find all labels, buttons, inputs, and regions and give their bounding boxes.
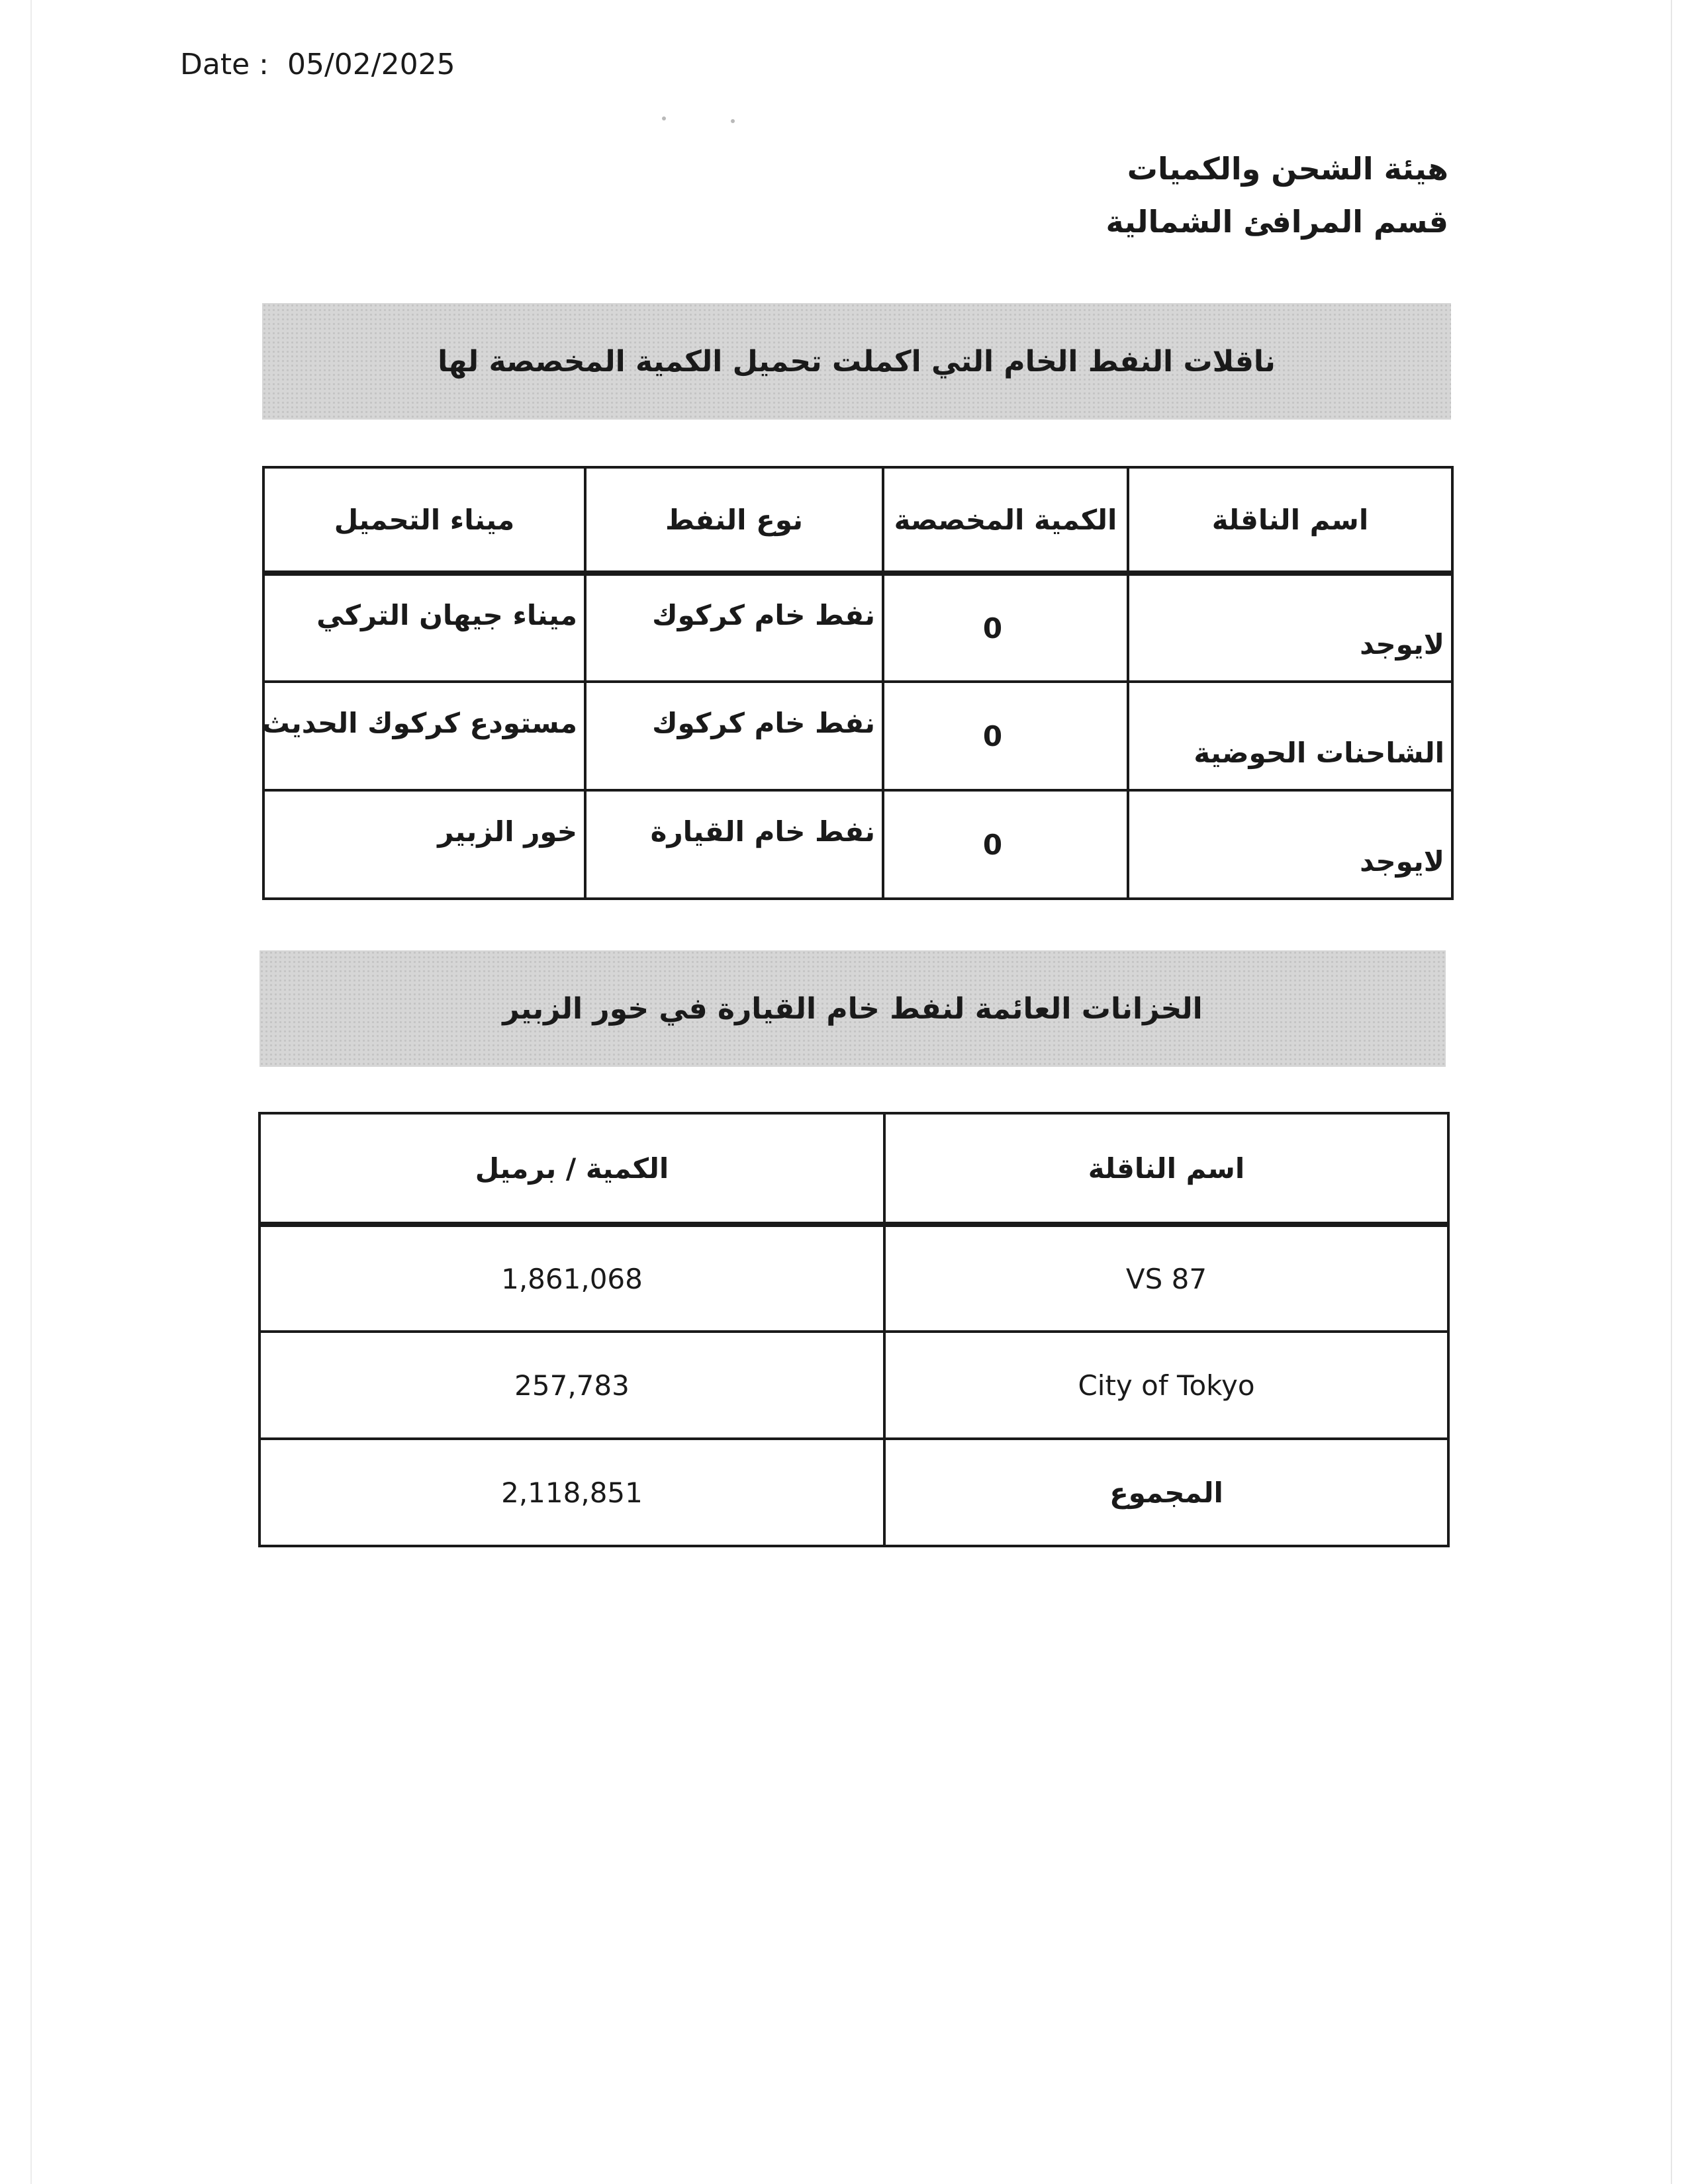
cell-vessel-name: الشاحنات الحوضية xyxy=(1128,682,1452,790)
section1-title-text: ناقلات النفط الخام التي اكملت تحميل الكمية المخصصة لها xyxy=(438,344,1276,379)
date-label: Date : xyxy=(180,48,269,81)
document-date xyxy=(180,48,455,81)
cell-allocated-quantity: 0 xyxy=(883,573,1128,682)
header-loading-port: ميناء التحميل xyxy=(263,467,585,573)
table-header-row xyxy=(259,1113,1448,1224)
header-allocated-quantity: الكمية المخصصة xyxy=(883,467,1128,573)
cell-loading-port: مستودع كركوك الحديث xyxy=(263,682,585,790)
floating-storage-table xyxy=(258,1112,1450,1547)
cell-loading-port: خور الزبير xyxy=(263,790,585,899)
table-row xyxy=(259,1224,1448,1332)
completed-tankers-table xyxy=(262,466,1454,900)
department-name: قسم المرافئ الشمالية xyxy=(1105,204,1448,240)
cell-oil-type: نفط خام كركوك xyxy=(585,573,883,682)
table-row xyxy=(263,573,1452,682)
total-row xyxy=(259,1439,1448,1546)
cell-vessel-name: VS 87 xyxy=(884,1224,1448,1332)
section1-title xyxy=(262,303,1451,420)
organization-name: هيئة الشحن والكميات xyxy=(1127,151,1448,187)
header-oil-type: نوع النفط xyxy=(585,467,883,573)
cell-total-quantity: 2,118,851 xyxy=(259,1439,884,1546)
cell-oil-type: نفط خام كركوك xyxy=(585,682,883,790)
header-vessel-name: اسم الناقلة xyxy=(1128,467,1452,573)
cell-vessel-name: City of Tokyo xyxy=(884,1332,1448,1439)
scan-edge-left xyxy=(30,0,32,2184)
cell-quantity-barrels: 257,783 xyxy=(259,1332,884,1439)
scan-speck xyxy=(731,119,735,123)
cell-vessel-name: لايوجد xyxy=(1128,790,1452,899)
scan-edge-right xyxy=(1671,0,1672,2184)
cell-oil-type: نفط خام القيارة xyxy=(585,790,883,899)
scan-speck xyxy=(662,116,666,120)
cell-allocated-quantity: 0 xyxy=(883,790,1128,899)
header-vessel-name: اسم الناقلة xyxy=(884,1113,1448,1224)
cell-total-label: المجموع xyxy=(884,1439,1448,1546)
cell-loading-port: ميناء جيهان التركي xyxy=(263,573,585,682)
cell-allocated-quantity: 0 xyxy=(883,682,1128,790)
date-value: 05/02/2025 xyxy=(287,48,455,81)
section2-title xyxy=(259,950,1446,1067)
section2-title-text: الخزانات العائمة لنفط خام القيارة في خور الزبير xyxy=(502,991,1203,1026)
table-row xyxy=(263,790,1452,899)
cell-vessel-name: لايوجد xyxy=(1128,573,1452,682)
header-quantity-barrels: الكمية / برميل xyxy=(259,1113,884,1224)
table-header-row xyxy=(263,467,1452,573)
cell-quantity-barrels: 1,861,068 xyxy=(259,1224,884,1332)
table-row xyxy=(263,682,1452,790)
table-row xyxy=(259,1332,1448,1439)
